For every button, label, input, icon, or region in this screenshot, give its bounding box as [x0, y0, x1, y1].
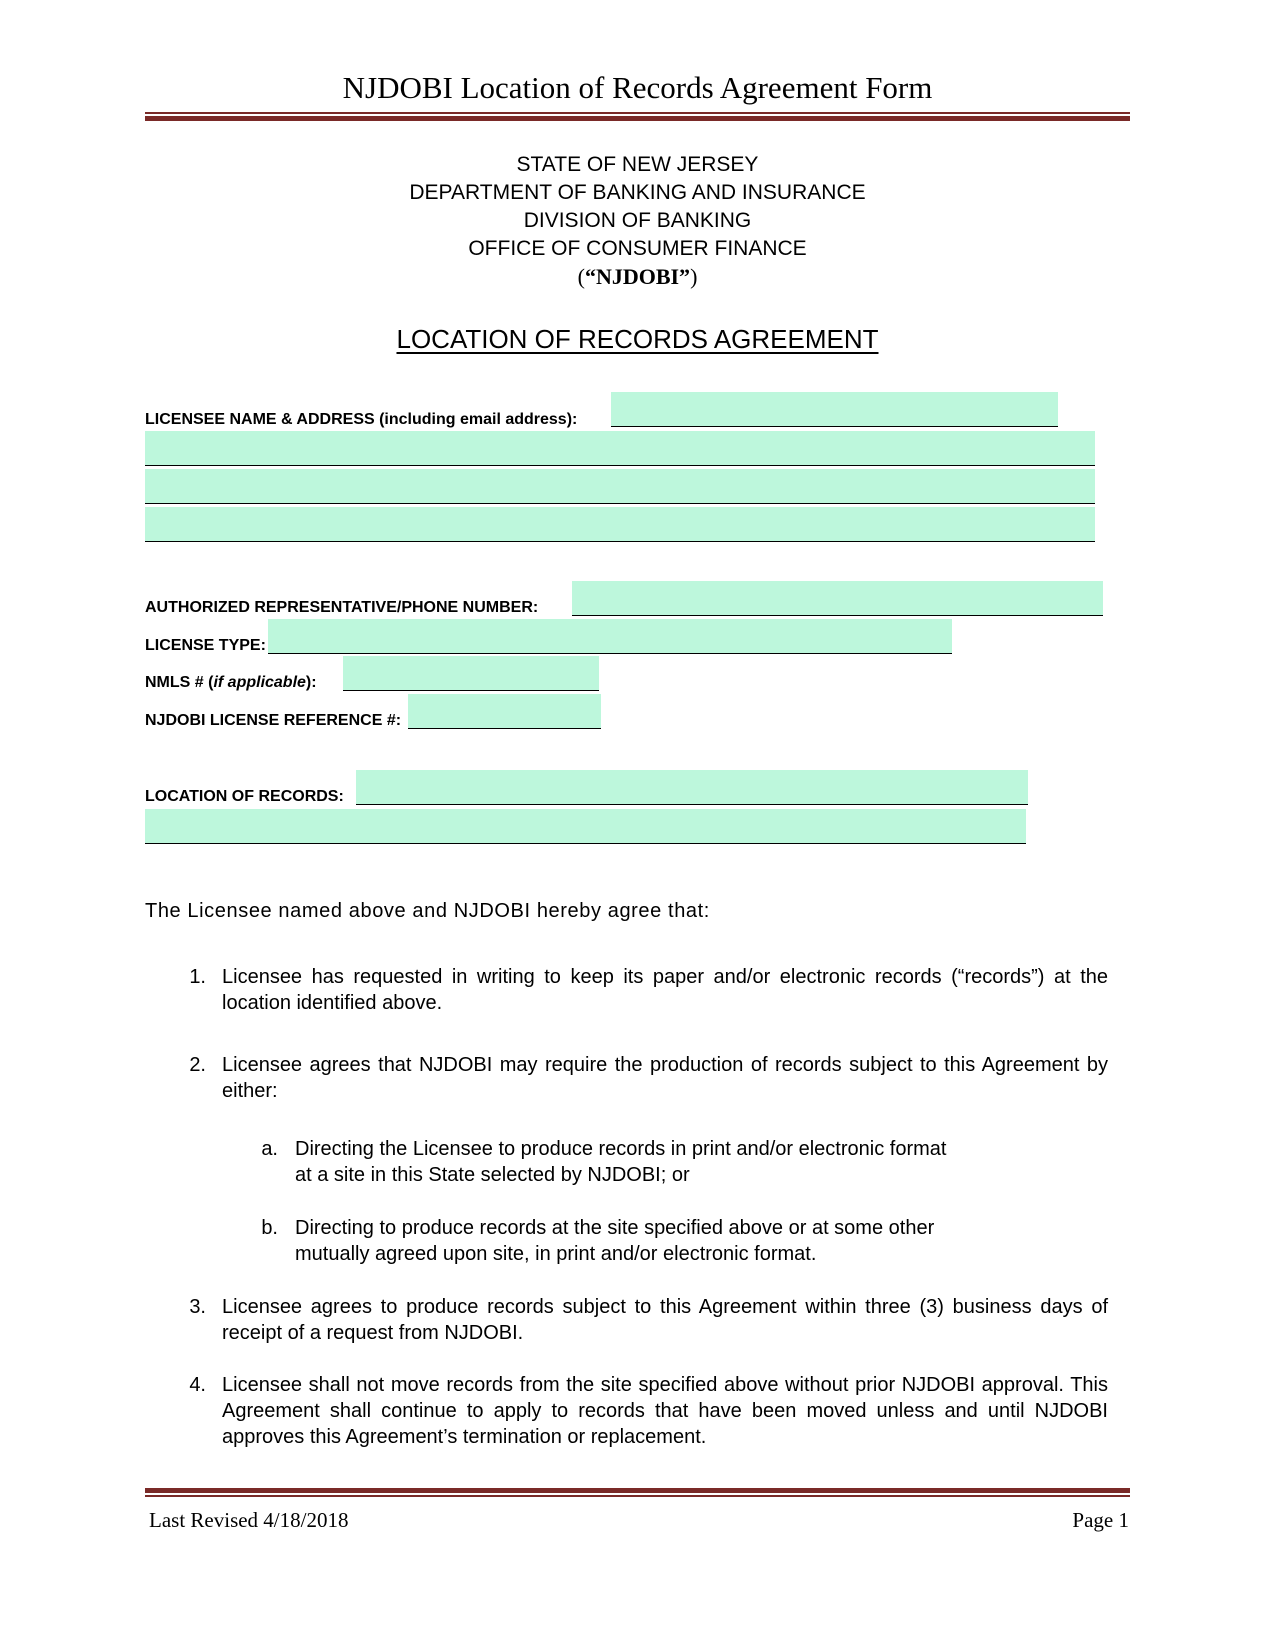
- agreement-intro: The Licensee named above and NJDOBI hereby agree that:: [145, 900, 710, 922]
- licensee-field-line-3[interactable]: [145, 469, 1095, 504]
- subitem-b-line-1: Directing to produce records at the site specified above or at some other: [295, 1217, 935, 1239]
- location-field-line-2[interactable]: [145, 809, 1026, 844]
- abbr-open: (: [577, 264, 585, 289]
- item-1-number: 1.: [189, 966, 206, 988]
- footer-page-number: Page 1: [1072, 1508, 1129, 1532]
- license-type-label: LICENSE TYPE:: [145, 637, 266, 654]
- header-rule-thick: [145, 116, 1130, 121]
- item-2-text: Licensee agrees that NJDOBI may require the production of records subject to this Agreement by either:: [222, 1054, 1108, 1102]
- licensee-field-line-1[interactable]: [611, 392, 1058, 427]
- subitem-b-line-2: mutually agreed upon site, in print and/or electronic format.: [295, 1243, 817, 1265]
- agency-line-office: OFFICE OF CONSUMER FINANCE: [468, 237, 807, 260]
- location-label: LOCATION OF RECORDS:: [145, 788, 344, 805]
- location-field-line-1[interactable]: [356, 770, 1028, 805]
- item-2-number: 2.: [189, 1054, 206, 1076]
- item-4-text: Licensee shall not move records from the site specified above without prior NJDOBI approval. This Agreement shall continue to apply to records that have been moved unless and until NJDOBI approves this Agreement’s termination or replacement.: [222, 1374, 1108, 1448]
- agency-line-state: STATE OF NEW JERSEY: [516, 153, 759, 176]
- abbr-close: ): [690, 264, 698, 289]
- item-3-number: 3.: [189, 1296, 206, 1318]
- abbr-text: “NJDOBI”: [584, 264, 691, 289]
- document-title: LOCATION OF RECORDS AGREEMENT: [396, 324, 879, 354]
- header-rule-thin: [145, 112, 1130, 114]
- agency-line-department: DEPARTMENT OF BANKING AND INSURANCE: [409, 181, 866, 204]
- agency-line-division: DIVISION OF BANKING: [523, 209, 752, 232]
- authorized-rep-label: AUTHORIZED REPRESENTATIVE/PHONE NUMBER:: [145, 599, 539, 616]
- license-ref-label: NJDOBI LICENSE REFERENCE #:: [145, 712, 402, 729]
- nmls-field[interactable]: [343, 656, 599, 691]
- item-1-text: Licensee has requested in writing to keep its paper and/or electronic records (“records”) at the location identified above.: [222, 966, 1108, 1014]
- licensee-label: LICENSEE NAME & ADDRESS (including email address):: [145, 411, 578, 428]
- agency-abbreviation: [145, 263, 1130, 292]
- footer-rule-thin: [145, 1495, 1130, 1497]
- subitem-a-line-1: Directing the Licensee to produce records in print and/or electronic format: [295, 1138, 947, 1160]
- nmls-label-suffix: ):: [305, 674, 317, 691]
- licensee-field-line-4[interactable]: [145, 507, 1095, 542]
- form-title: NJDOBI Location of Records Agreement Form: [342, 70, 933, 105]
- subitem-b-letter: b.: [261, 1217, 278, 1239]
- item-4-number: 4.: [189, 1374, 206, 1396]
- licensee-field-line-2[interactable]: [145, 431, 1095, 466]
- footer-revised: Last Revised 4/18/2018: [149, 1508, 349, 1532]
- nmls-label-italic: if applicable: [213, 674, 306, 691]
- footer-rule-thick: [145, 1488, 1130, 1493]
- license-type-field[interactable]: [268, 619, 952, 654]
- nmls-label: [145, 675, 317, 691]
- nmls-label-prefix: NMLS # (: [145, 674, 214, 691]
- authorized-rep-field[interactable]: [572, 581, 1103, 616]
- item-3-text: Licensee agrees to produce records subject to this Agreement within three (3) business days of receipt of a request from NJDOBI.: [222, 1296, 1108, 1344]
- subitem-a-letter: a.: [261, 1138, 278, 1160]
- license-ref-field[interactable]: [408, 694, 601, 729]
- subitem-a-line-2: at a site in this State selected by NJDOBI; or: [295, 1164, 690, 1186]
